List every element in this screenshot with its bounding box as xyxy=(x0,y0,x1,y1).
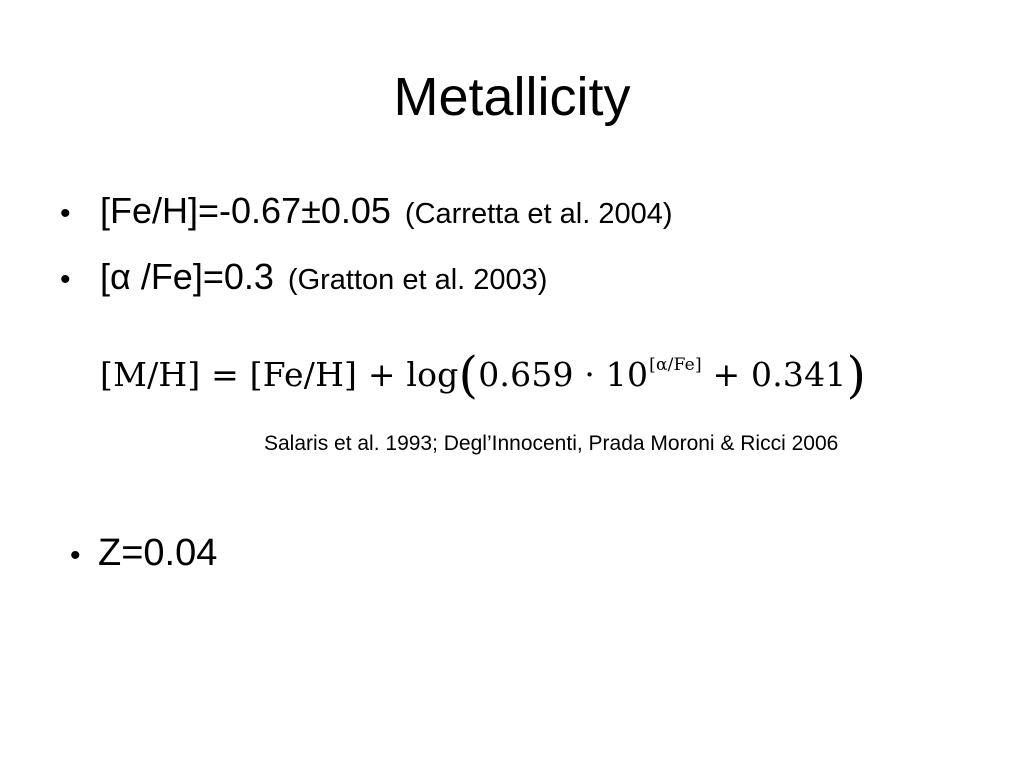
metallicity-equation xyxy=(100,335,867,404)
equation-exponent: [α/Fe] xyxy=(649,355,702,375)
equation-citation: Salaris et al. 1993; Degl’Innocenti, Prada Moroni & Ricci 2006 xyxy=(264,432,839,455)
bullet-alpha-fe-value: [α /Fe]=0.3 xyxy=(100,256,274,297)
bullet-alpha-fe-reference: (Gratton et al. 2003) xyxy=(287,264,548,296)
equation-close-paren: ) xyxy=(846,346,867,404)
slide-title: Metallicity xyxy=(393,67,631,127)
bullet-z xyxy=(70,532,217,582)
bullet-fe-h xyxy=(60,190,673,240)
bullet-dot: • xyxy=(70,539,81,572)
bullet-alpha-fe xyxy=(60,256,547,306)
bullet-z-value: Z=0.04 xyxy=(98,532,218,574)
bullet-dot: • xyxy=(60,263,71,296)
equation-term: 0.659 · 10 xyxy=(478,355,649,394)
equation-lhs: [M/H] = [Fe/H] + log xyxy=(100,355,459,394)
bullet-fe-h-value: [Fe/H]=-0.67±0.05 xyxy=(100,190,391,231)
equation-open-paren: ( xyxy=(458,346,479,404)
bullet-dot: • xyxy=(60,197,71,230)
equation-tail: + 0.341 xyxy=(701,355,847,394)
bullet-fe-h-reference: (Carretta et al. 2004) xyxy=(404,198,673,230)
